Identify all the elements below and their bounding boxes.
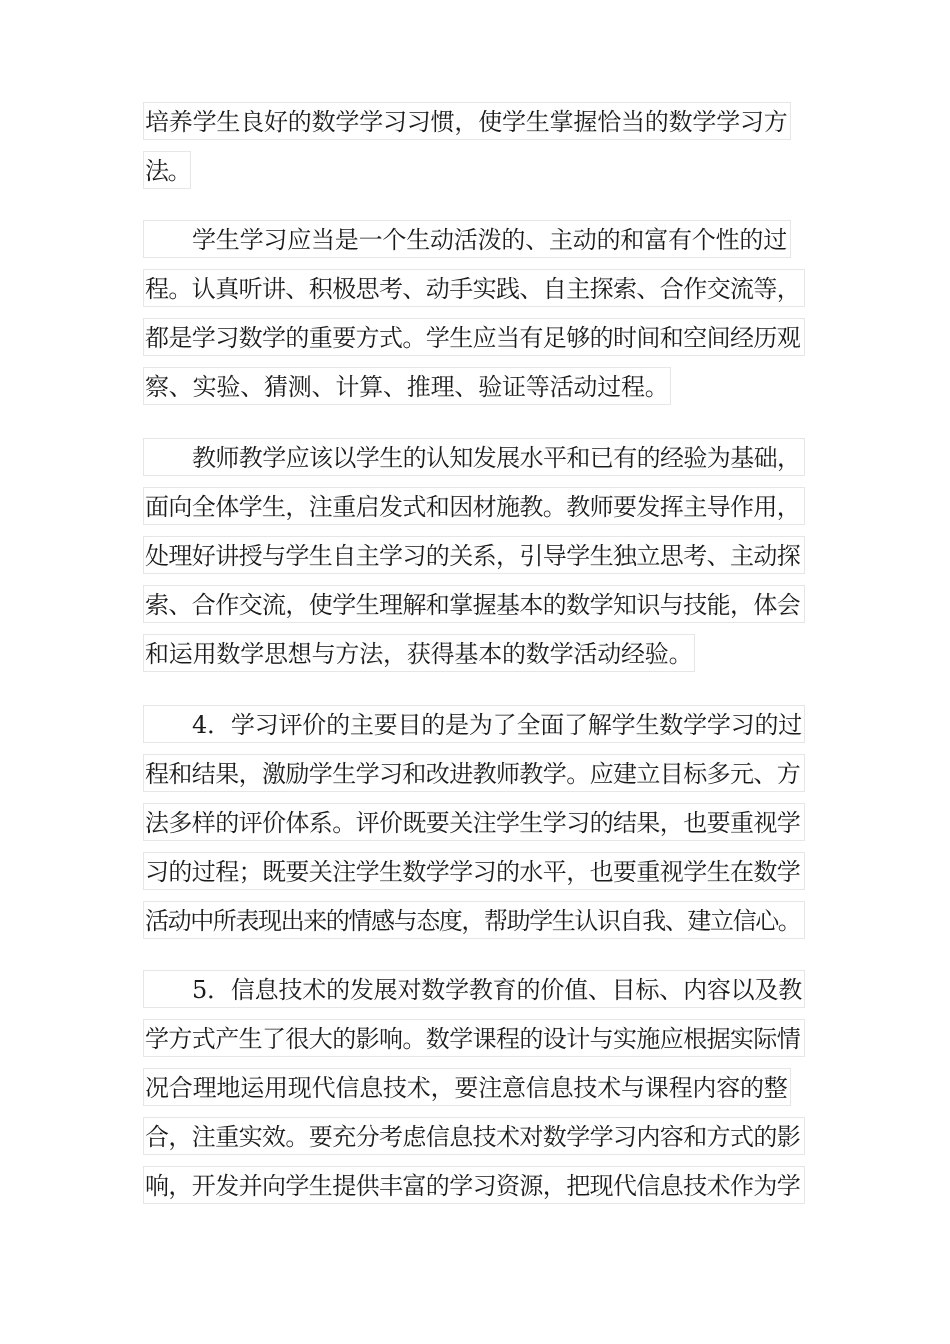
text-line: 响，开发并向学生提供丰富的学习资源，把现代信息技术作为学 [143, 1166, 805, 1204]
text-line: 活动中所表现出来的情感与态度，帮助学生认识自我、建立信心。 [143, 901, 805, 939]
text-line: 习的过程；既要关注学生数学学习的水平，也要重视学生在数学 [143, 852, 805, 890]
text-line: 况合理地运用现代信息技术，要注意信息技术与课程内容的整 [143, 1068, 791, 1106]
text-line: 察、实验、猜测、计算、推理、验证等活动过程。 [143, 367, 671, 405]
text-line: 程。认真听讲、积极思考、动手实践、自主探索、合作交流等， [143, 269, 805, 307]
text-line: 面向全体学生，注重启发式和因材施教。教师要发挥主导作用， [143, 487, 805, 525]
text-line: 索、合作交流，使学生理解和掌握基本的数学知识与技能，体会 [143, 585, 805, 623]
text-line: 和运用数学思想与方法，获得基本的数学活动经验。 [143, 634, 695, 672]
text-line: 程和结果，激励学生学习和改进教师教学。应建立目标多元、方 [143, 754, 805, 792]
text-line: 法多样的评价体系。评价既要关注学生学习的结果，也要重视学 [143, 803, 805, 841]
text-line: 合，注重实效。要充分考虑信息技术对数学学习内容和方式的影 [143, 1117, 805, 1155]
text-line: 5．信息技术的发展对数学教育的价值、目标、内容以及教 [143, 970, 805, 1008]
text-line: 法。 [143, 151, 191, 189]
text-line: 都是学习数学的重要方式。学生应当有足够的时间和空间经历观 [143, 318, 805, 356]
text-line: 4．学习评价的主要目的是为了全面了解学生数学学习的过 [143, 705, 805, 743]
text-line: 学生学习应当是一个生动活泼的、主动的和富有个性的过 [143, 220, 791, 258]
text-line: 培养学生良好的数学学习习惯，使学生掌握恰当的数学学习方 [143, 102, 791, 140]
text-line: 学方式产生了很大的影响。数学课程的设计与实施应根据实际情 [143, 1019, 805, 1057]
text-line: 处理好讲授与学生自主学习的关系，引导学生独立思考、主动探 [143, 536, 805, 574]
text-line: 教师教学应该以学生的认知发展水平和已有的经验为基础， [143, 438, 805, 476]
